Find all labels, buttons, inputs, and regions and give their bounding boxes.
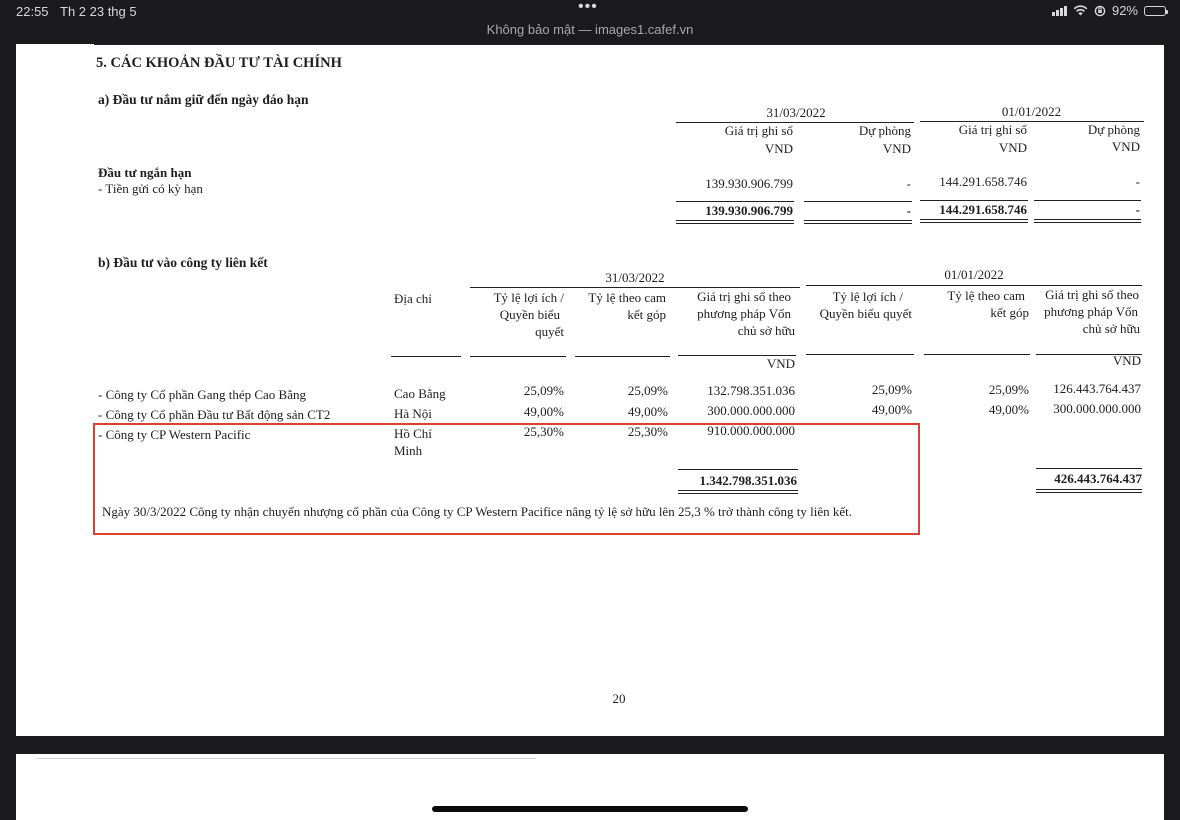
rule	[1036, 492, 1142, 493]
row-value-2: 300.000.000.000	[1053, 401, 1141, 416]
part-a-row-book-2: 144.291.658.746	[939, 174, 1027, 189]
status-date: Th 2 23 thg 5	[60, 4, 137, 19]
part-a-title: a) Đầu tư nắm giữ đến ngày đáo hạn	[98, 92, 309, 107]
section-title: 5. CÁC KHOẢN ĐẦU TƯ TÀI CHÍNH	[96, 55, 342, 71]
part-b-col-interest-1-l3: quyết	[535, 324, 564, 339]
part-a-total-prov-1: -	[906, 203, 911, 218]
row-interest-1: 25,30%	[523, 424, 564, 439]
part-a-col-book-2: Giá trị ghi sổ	[958, 122, 1027, 137]
part-b-col-value-2-l1: Giá trị ghi sổ theo	[1045, 287, 1139, 302]
part-b-col-interest-1-l1: Tỷ lệ lợi ích /	[493, 290, 564, 305]
part-a-col-book-1: Giá trị ghi sổ	[724, 123, 793, 138]
document-page	[16, 44, 1164, 736]
row-value-2: 126.443.764.437	[1053, 381, 1141, 396]
part-b-col-interest-1-l2: Quyền biểu	[499, 307, 560, 322]
rule	[1034, 219, 1141, 220]
home-indicator[interactable]	[432, 806, 748, 812]
cellular-signal-icon	[1052, 6, 1067, 16]
row-capital-1: 25,30%	[627, 424, 668, 439]
row-capital-1: 25,09%	[627, 383, 668, 398]
rule	[804, 220, 912, 221]
top-rule	[94, 44, 1164, 45]
status-bar	[0, 0, 1180, 22]
part-a-col-provision-2: Dự phòng	[1087, 122, 1140, 137]
rule	[920, 200, 1028, 201]
part-a-row-label: - Tiền gửi có kỳ hạn	[98, 181, 203, 196]
part-b-unit-2: VND	[1112, 353, 1141, 368]
part-b-total-1: 1.342.798.351.036	[699, 473, 797, 488]
rule	[1036, 489, 1142, 490]
row-address: Hồ Chí	[394, 426, 432, 441]
status-time: 22:55	[16, 4, 49, 19]
row-interest-2: 25,09%	[871, 382, 912, 397]
row-name: - Công ty CP Western Pacific	[98, 427, 251, 442]
url-text: Không bảo mật — images1.cafef.vn	[486, 22, 694, 37]
part-a-unit-4: VND	[1111, 139, 1140, 154]
page-number: 20	[612, 691, 626, 706]
rule	[575, 356, 670, 357]
row-address: Cao Bằng	[394, 386, 446, 401]
rule	[391, 356, 461, 357]
part-b-date-1: 31/03/2022	[605, 270, 665, 285]
part-a-row-prov-2: -	[1135, 174, 1140, 189]
part-b-col-interest-2-l1: Tỷ lệ lợi ích /	[832, 289, 903, 304]
part-b-col-capital-2-l1: Tỷ lệ theo cam	[947, 288, 1025, 303]
part-a-col-provision-1: Dự phòng	[858, 123, 911, 138]
part-b-col-value-1-l1: Giá trị ghi sổ theo	[697, 289, 791, 304]
row-capital-1: 49,00%	[627, 404, 668, 419]
row-name: - Công ty Cổ phần Đầu tư Bất động sản CT2	[98, 407, 331, 422]
part-b-date-2: 01/01/2022	[944, 267, 1004, 282]
row-interest-1: 49,00%	[523, 404, 564, 419]
rule	[920, 219, 1028, 220]
row-interest-2: 49,00%	[871, 402, 912, 417]
rule	[676, 201, 794, 202]
row-value-1: 132.798.351.036	[707, 383, 795, 398]
address-bar[interactable]	[0, 20, 1180, 44]
rule	[470, 287, 800, 288]
row-capital-2: 49,00%	[988, 402, 1029, 417]
rule	[806, 285, 1142, 286]
part-a-row-book-1: 139.930.906.799	[705, 176, 793, 191]
battery-icon	[1144, 6, 1166, 16]
rule	[676, 223, 794, 224]
part-a-row-prov-1: -	[906, 176, 911, 191]
status-indicators	[1052, 3, 1166, 18]
row-value-1: 300.000.000.000	[707, 403, 795, 418]
multitasking-dots-icon[interactable]: •••	[578, 0, 598, 15]
part-b-note: Ngày 30/3/2022 Công ty nhận chuyển nhượng cổ phần của Công ty CP Western Pacifice nâng tỷ lệ sở hữu lên 25,3 % trở thành công ty liên kết.	[102, 504, 852, 519]
highlight-box	[93, 423, 920, 535]
part-b-col-capital-2-l2: kết góp	[990, 305, 1029, 320]
wifi-icon	[1073, 5, 1088, 16]
rule	[1036, 468, 1142, 469]
row-address: Hà Nội	[394, 406, 432, 421]
row-value-1: 910.000.000.000	[707, 423, 795, 438]
row-name: - Công ty Cổ phần Gang thép Cao Bằng	[98, 387, 306, 402]
part-b-col-address: Địa chỉ	[394, 291, 432, 306]
part-a-group-label: Đầu tư ngắn hạn	[98, 165, 192, 180]
part-b-col-value-1-l3: chủ sở hữu	[737, 323, 795, 338]
row-capital-2: 25,09%	[988, 382, 1029, 397]
row-interest-1: 25,09%	[523, 383, 564, 398]
part-a-unit-3: VND	[998, 140, 1027, 155]
rule	[920, 222, 1028, 223]
orientation-lock-icon	[1094, 5, 1106, 17]
part-b-unit-1: VND	[766, 356, 795, 371]
part-b-col-value-1-l2: phương pháp Vốn	[697, 306, 791, 321]
rule	[1034, 222, 1141, 223]
scan-mark	[36, 758, 536, 759]
part-b-col-capital-1-l2: kết góp	[627, 307, 666, 322]
rule	[806, 354, 914, 355]
part-a-total-book-2: 144.291.658.746	[939, 202, 1027, 217]
part-b-col-interest-2-l2: Quyền biểu quyết	[819, 306, 912, 321]
part-a-unit-2: VND	[882, 141, 911, 156]
part-a-total-prov-2: -	[1135, 202, 1140, 217]
rule	[924, 354, 1030, 355]
part-b-col-capital-1-l1: Tỷ lệ theo cam	[588, 290, 666, 305]
row-address-line-2: Minh	[394, 443, 423, 458]
part-a-unit-1: VND	[764, 141, 793, 156]
rule	[804, 223, 912, 224]
part-b-title: b) Đầu tư vào công ty liên kết	[98, 255, 268, 270]
rule	[676, 220, 794, 221]
part-b-col-value-2-l3: chủ sở hữu	[1082, 321, 1140, 336]
battery-percent: 92%	[1111, 3, 1138, 18]
part-a-total-book-1: 139.930.906.799	[705, 203, 793, 218]
part-b-total-2: 426.443.764.437	[1054, 471, 1142, 486]
part-b-col-value-2-l2: phương pháp Vốn	[1044, 304, 1138, 319]
part-a-date-1: 31/03/2022	[766, 105, 826, 120]
rule	[470, 356, 566, 357]
part-a-date-2: 01/01/2022	[1001, 104, 1062, 119]
rule	[1034, 200, 1141, 201]
